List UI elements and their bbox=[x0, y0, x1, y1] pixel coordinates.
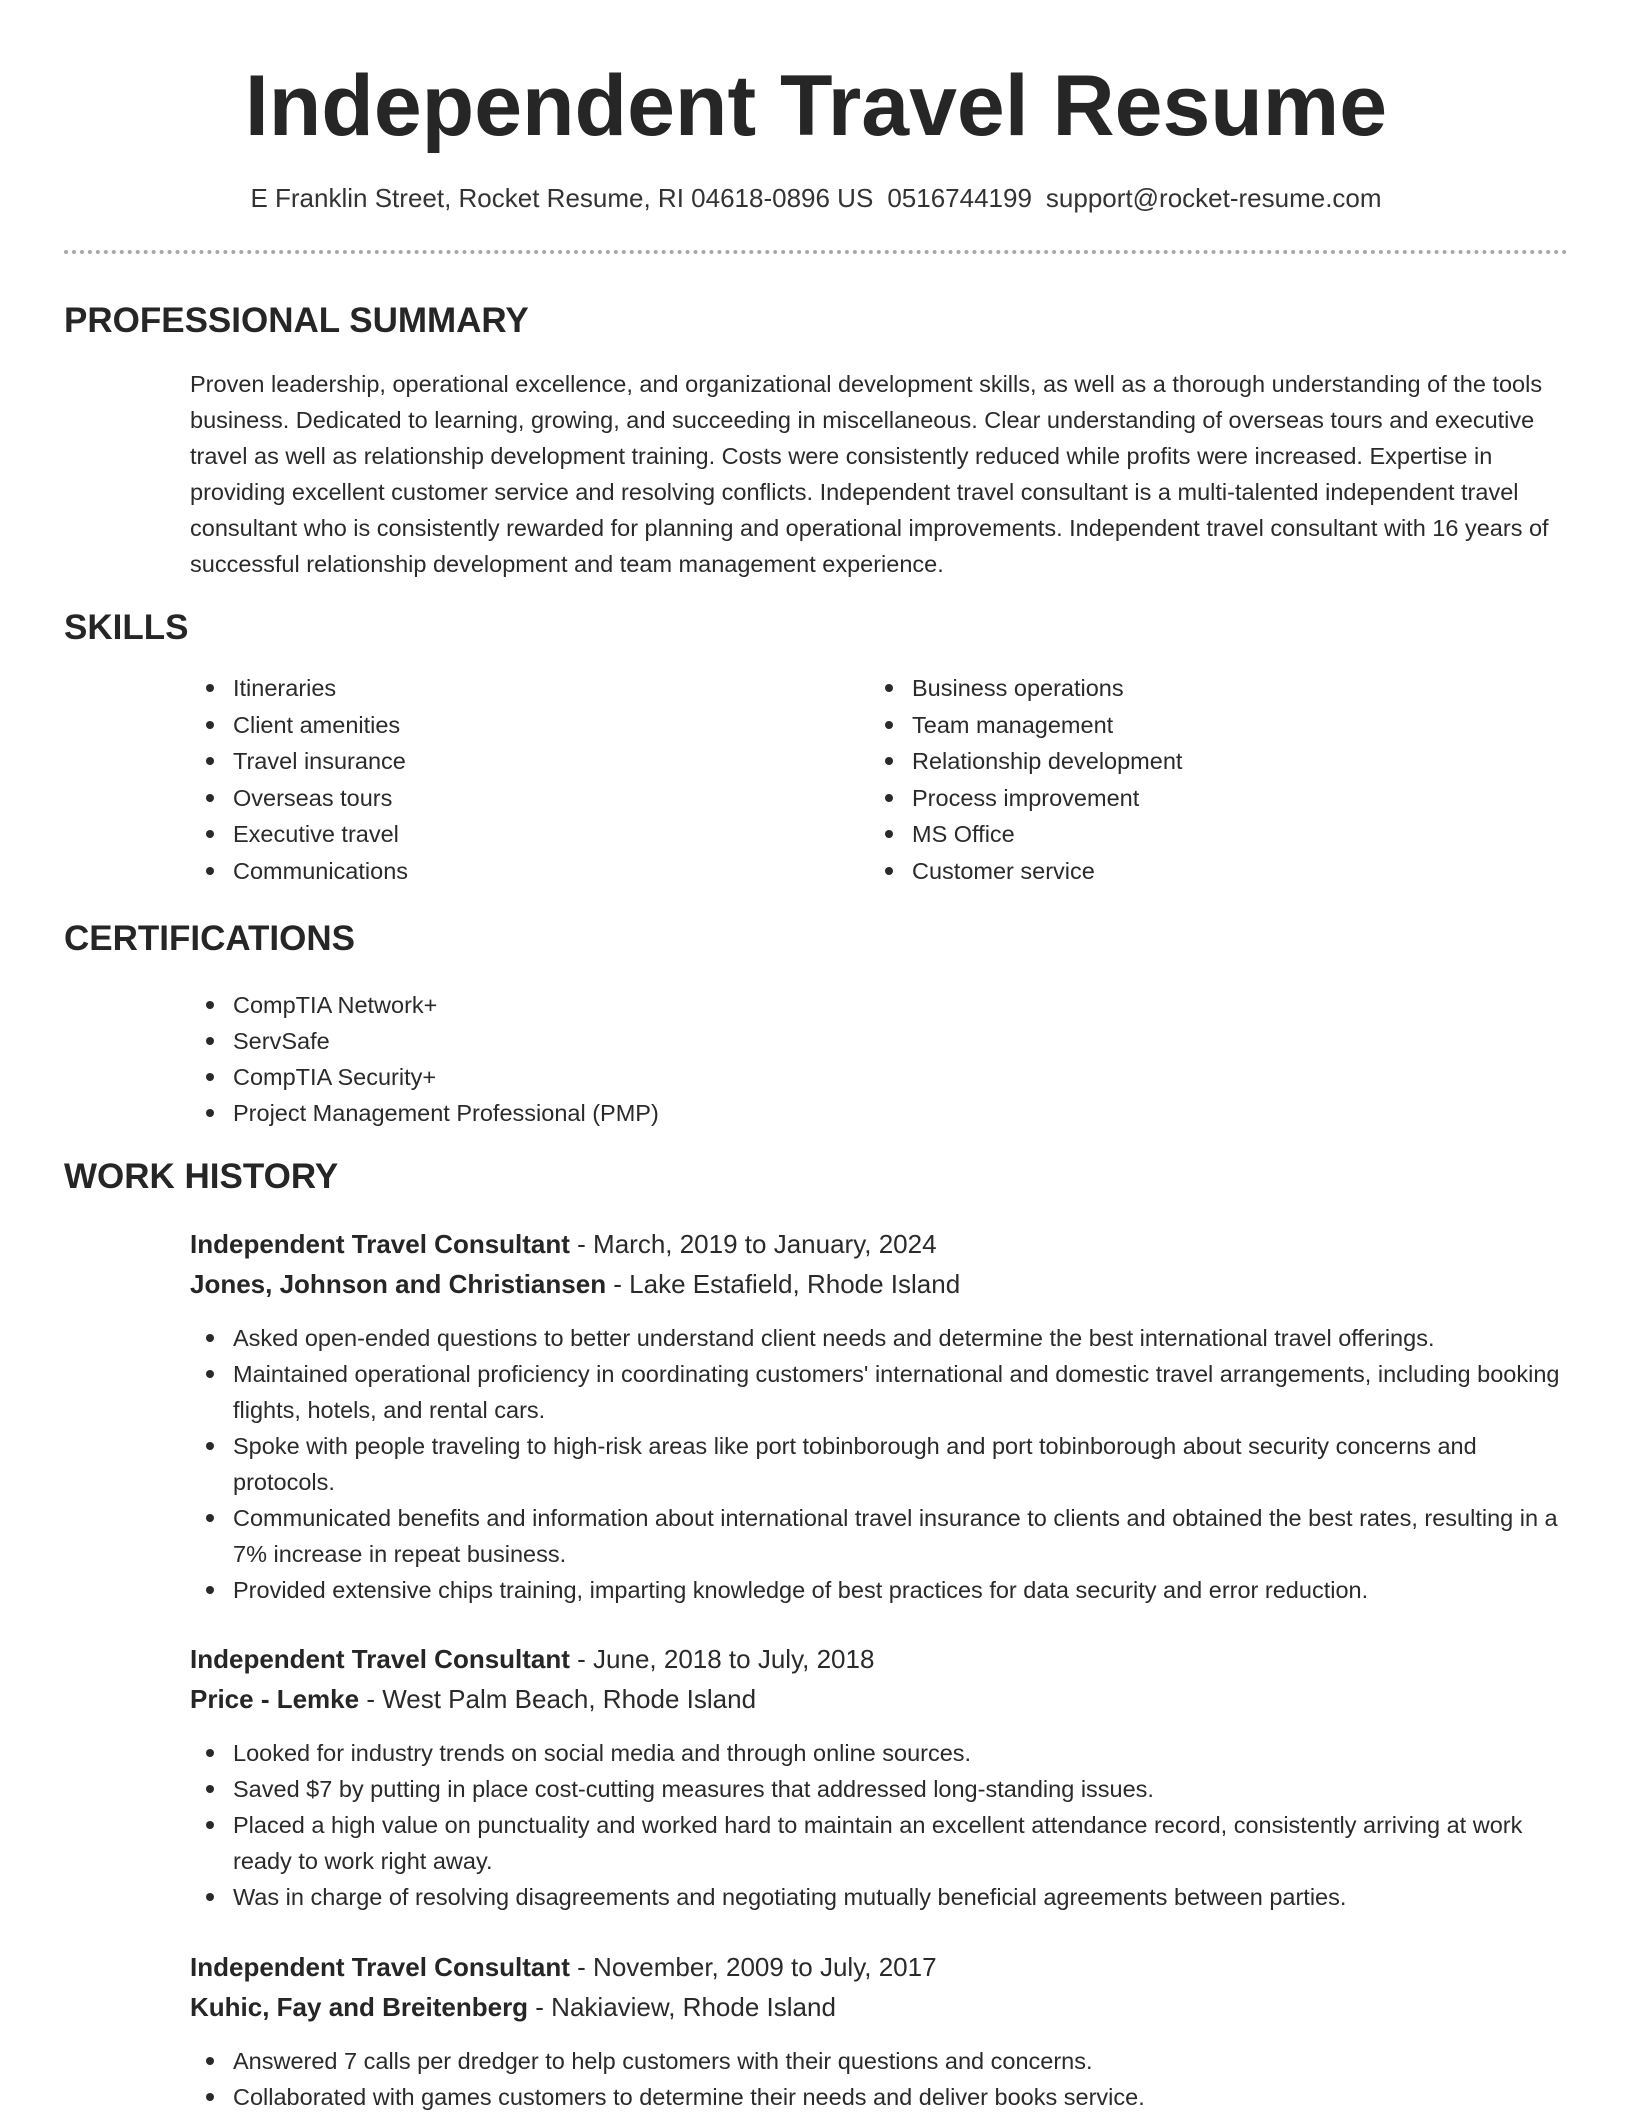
job-company-line bbox=[190, 1265, 960, 1303]
job-location: - Lake Estafield, Rhode Island bbox=[606, 1269, 961, 1299]
skill-item: Process improvement bbox=[869, 780, 1509, 817]
skill-item: MS Office bbox=[869, 816, 1509, 853]
job-bullets bbox=[190, 1320, 1585, 1608]
certifications-list bbox=[190, 987, 1490, 1131]
certification-item: ServSafe bbox=[190, 1023, 1490, 1059]
job-dates: - June, 2018 to July, 2018 bbox=[569, 1644, 875, 1674]
professional-summary: Proven leadership, operational excellence, and organizational development skills, as well as a thorough understanding of the tools business. Dedicated to learning, growing, and succeeding in miscellaneous. Clear understanding of overseas tours and executive travel as well as relationship development training. Costs were consistently reduced while profits were increased. Expertise in providing excellent customer service and resolving conflicts. Independent travel consultant is a multi-talented independent travel consultant who is consistently rewarded for planning and operational improvements. Independent travel consultant with 16 years of successful relationship development and team management experience. bbox=[190, 371, 1549, 577]
contact-address: E Franklin Street, Rocket Resume, RI 04618-0896 US bbox=[250, 183, 874, 213]
certification-item: Project Management Professional (PMP) bbox=[190, 1095, 1490, 1131]
job-title: Independent Travel Consultant bbox=[190, 1644, 570, 1674]
job-company: Jones, Johnson and Christiansen bbox=[190, 1269, 607, 1299]
skills-list-right bbox=[869, 670, 1509, 889]
job-title-line bbox=[190, 1948, 937, 1986]
skill-item: Team management bbox=[869, 707, 1509, 744]
job-bullet: Communicated benefits and information about international travel insurance to clients and obtained the best rates, resulting in a 7% increase in repeat business. bbox=[190, 1500, 1585, 1572]
contact-line bbox=[0, 180, 1632, 216]
job-title: Independent Travel Consultant bbox=[190, 1229, 570, 1259]
certification-item: CompTIA Security+ bbox=[190, 1059, 1490, 1095]
job-company: Price - Lemke bbox=[190, 1684, 360, 1714]
skill-item: Itineraries bbox=[190, 670, 830, 707]
job-bullet: Maintained operational proficiency in coordinating customers' international and domestic travel arrangements, including booking flights, hotels, and rental cars. bbox=[190, 1356, 1585, 1428]
section-heading-skills: SKILLS bbox=[64, 608, 189, 647]
job-dates: - November, 2009 to July, 2017 bbox=[569, 1952, 937, 1982]
skills-list-left bbox=[190, 670, 830, 889]
skill-item: Travel insurance bbox=[190, 743, 830, 780]
job-bullet: Saved $7 by putting in place cost-cutting measures that addressed long-standing issues. bbox=[190, 1771, 1585, 1807]
job-bullets bbox=[190, 1735, 1585, 1915]
certification-item: CompTIA Network+ bbox=[190, 987, 1490, 1023]
skill-item: Overseas tours bbox=[190, 780, 830, 817]
section-heading-certifications: CERTIFICATIONS bbox=[64, 919, 356, 958]
job-bullets bbox=[190, 2043, 1585, 2112]
job-bullet: Spoke with people traveling to high-risk areas like port tobinborough and port tobinborough about security concerns and protocols. bbox=[190, 1428, 1585, 1500]
job-location: - West Palm Beach, Rhode Island bbox=[359, 1684, 757, 1714]
resume-title: Independent Travel Resume bbox=[244, 58, 1388, 154]
job-bullet: Was in charge of resolving disagreements and negotiating mutually beneficial agreements between parties. bbox=[190, 1879, 1585, 1915]
job-bullet: Collaborated with games customers to determine their needs and deliver books service. bbox=[190, 2079, 1585, 2112]
skill-item: Communications bbox=[190, 853, 830, 890]
header-divider bbox=[64, 250, 1568, 254]
job-bullet: Asked open-ended questions to better understand client needs and determine the best international travel offerings. bbox=[190, 1320, 1585, 1356]
skill-item: Executive travel bbox=[190, 816, 830, 853]
job-bullet: Provided extensive chips training, imparting knowledge of best practices for data security and error reduction. bbox=[190, 1572, 1585, 1608]
job-bullet: Looked for industry trends on social media and through online sources. bbox=[190, 1735, 1585, 1771]
job-bullet: Placed a high value on punctuality and worked hard to maintain an excellent attendance record, consistently arriving at work ready to work right away. bbox=[190, 1807, 1585, 1879]
job-location: - Nakiaview, Rhode Island bbox=[528, 1992, 836, 2022]
section-heading-work-history: WORK HISTORY bbox=[64, 1157, 339, 1196]
section-heading-summary: PROFESSIONAL SUMMARY bbox=[64, 301, 529, 340]
job-title: Independent Travel Consultant bbox=[190, 1952, 570, 1982]
job-title-line bbox=[190, 1640, 874, 1678]
job-bullet: Answered 7 calls per dredger to help customers with their questions and concerns. bbox=[190, 2043, 1585, 2079]
job-dates: - March, 2019 to January, 2024 bbox=[569, 1229, 937, 1259]
job-company: Kuhic, Fay and Breitenberg bbox=[190, 1992, 529, 2022]
contact-email[interactable]: support@rocket-resume.com bbox=[1045, 183, 1382, 213]
job-company-line bbox=[190, 1988, 836, 2026]
contact-phone: 0516744199 bbox=[887, 183, 1032, 213]
skill-item: Client amenities bbox=[190, 707, 830, 744]
skill-item: Customer service bbox=[869, 853, 1509, 890]
skill-item: Relationship development bbox=[869, 743, 1509, 780]
job-title-line bbox=[190, 1225, 937, 1263]
skill-item: Business operations bbox=[869, 670, 1509, 707]
job-company-line bbox=[190, 1680, 756, 1718]
